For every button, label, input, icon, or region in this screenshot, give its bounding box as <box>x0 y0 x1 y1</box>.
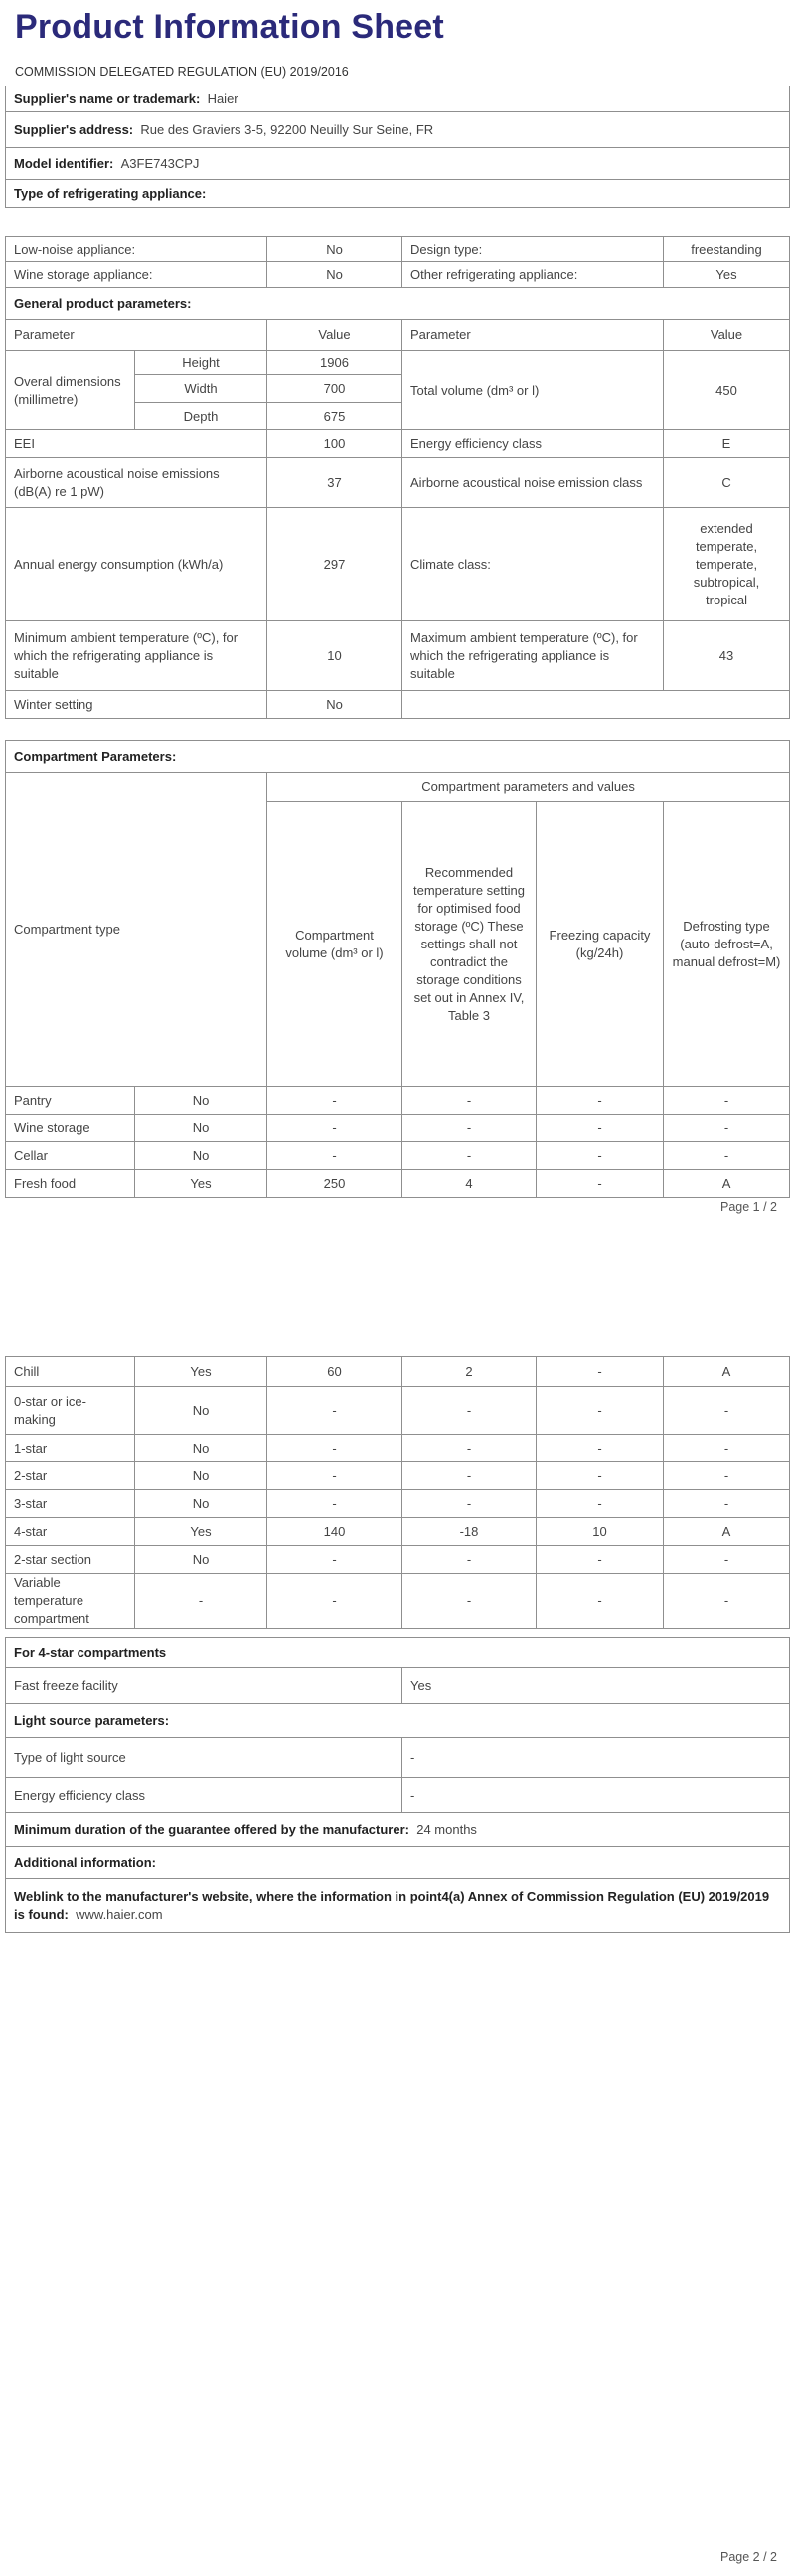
general-parameters-table <box>5 319 790 719</box>
dimensions-label: Overal dimensions (millimetre) <box>6 351 135 430</box>
compartment-defrost: - <box>664 1142 790 1170</box>
model-row <box>6 148 790 180</box>
compartment-heading-table <box>5 740 790 773</box>
compartment-row <box>6 1462 790 1490</box>
compartment-volume: - <box>267 1490 402 1518</box>
compartment-row <box>6 1490 790 1518</box>
min-temp-value: 10 <box>267 621 402 691</box>
compartment-present: Yes <box>135 1357 267 1387</box>
compartment-defrost: - <box>664 1490 790 1518</box>
appliance-type-table <box>5 236 790 288</box>
compartment-temp: - <box>402 1142 537 1170</box>
compartment-type-header: Compartment type <box>6 773 267 1087</box>
compartment-freezing: - <box>537 1170 664 1198</box>
max-temp-value: 43 <box>664 621 790 691</box>
additional-info-heading: Additional information: <box>6 1847 790 1879</box>
compartment-freezing: - <box>537 1574 664 1629</box>
four-star-table <box>5 1637 790 1933</box>
compartment-table-page-1 <box>5 772 790 1198</box>
compartment-volume: 140 <box>267 1518 402 1546</box>
compartment-name: 1-star <box>6 1435 135 1462</box>
light-type-value: - <box>402 1738 790 1778</box>
winter-setting-label: Winter setting <box>6 691 267 719</box>
compartment-temp: - <box>402 1115 537 1142</box>
page-number-1: Page 1 / 2 <box>720 1200 777 1214</box>
compartment-present: Yes <box>135 1518 267 1546</box>
other-appliance-label: Other refrigerating appliance: <box>402 262 664 288</box>
compartment-defrost: - <box>664 1387 790 1435</box>
compartment-group-header: Compartment parameters and values <box>267 773 790 802</box>
min-temp-label: Minimum ambient temperature (ºC), for which the refrigerating appliance is suitable <box>6 621 267 691</box>
address-row <box>6 112 790 148</box>
wine-storage-label: Wine storage appliance: <box>6 262 267 288</box>
low-noise-label: Low-noise appliance: <box>6 237 267 262</box>
compartment-freezing: - <box>537 1142 664 1170</box>
compartment-name: Wine storage <box>6 1115 135 1142</box>
compartment-present: No <box>135 1462 267 1490</box>
compartment-freezing: - <box>537 1087 664 1115</box>
compartment-present: - <box>135 1574 267 1629</box>
compartment-name: 4-star <box>6 1518 135 1546</box>
compartment-row <box>6 1357 790 1387</box>
compartment-temp: - <box>402 1574 537 1629</box>
compartment-volume: 250 <box>267 1170 402 1198</box>
eei-value: 100 <box>267 430 402 458</box>
compartment-defrost: A <box>664 1170 790 1198</box>
compartment-volume: - <box>267 1387 402 1435</box>
light-source-heading: Light source parameters: <box>6 1704 790 1738</box>
compartment-volume: - <box>267 1087 402 1115</box>
compartment-volume: - <box>267 1435 402 1462</box>
compartment-name: Chill <box>6 1357 135 1387</box>
compartment-volume: - <box>267 1142 402 1170</box>
fast-freeze-value: Yes <box>402 1668 790 1704</box>
guarantee-value: 24 months <box>416 1821 477 1837</box>
general-heading-table <box>5 287 790 320</box>
weblink-row <box>6 1879 790 1933</box>
model-label: Model identifier: <box>14 155 114 171</box>
compartment-temp: 2 <box>402 1357 537 1387</box>
compartment-present: No <box>135 1115 267 1142</box>
weblink-label: Weblink to the manufacturer's website, where the information in point4(a) Annex of Commission Regulation (EU) 2019/2019 is found: <box>14 1888 770 1922</box>
supplier-table <box>5 86 790 208</box>
compartment-freezing: - <box>537 1115 664 1142</box>
compartment-name: Pantry <box>6 1087 135 1115</box>
light-class-value: - <box>402 1778 790 1813</box>
compartment-freezing: 10 <box>537 1518 664 1546</box>
compartment-freezing: - <box>537 1490 664 1518</box>
compartment-defrost: - <box>664 1087 790 1115</box>
annual-consumption-value: 297 <box>267 508 402 621</box>
compartment-temp: 4 <box>402 1170 537 1198</box>
value-header-2: Value <box>664 320 790 351</box>
compartment-row <box>6 1435 790 1462</box>
winter-setting-value: No <box>267 691 402 719</box>
compartment-present: No <box>135 1142 267 1170</box>
compartment-rows-page-1 <box>6 1087 790 1198</box>
compartment-defrost: - <box>664 1574 790 1629</box>
compartment-name: 2-star <box>6 1462 135 1490</box>
compartment-name: Fresh food <box>6 1170 135 1198</box>
compartment-row <box>6 1387 790 1435</box>
compartment-volume: 60 <box>267 1357 402 1387</box>
compartment-present: No <box>135 1435 267 1462</box>
depth-label: Depth <box>135 403 267 430</box>
total-volume-label: Total volume (dm³ or l) <box>402 351 664 430</box>
compartment-present: No <box>135 1387 267 1435</box>
defrosting-type-header: Defrosting type (auto-defrost=A, manual defrost=M) <box>664 802 790 1087</box>
fast-freeze-label: Fast freeze facility <box>6 1668 402 1704</box>
compartment-temp: - <box>402 1490 537 1518</box>
height-label: Height <box>135 351 267 375</box>
wine-storage-value: No <box>267 262 402 288</box>
energy-class-value: E <box>664 430 790 458</box>
supplier-value: Haier <box>207 90 238 106</box>
four-star-heading: For 4-star compartments <box>6 1638 790 1668</box>
compartment-volume: - <box>267 1574 402 1629</box>
recommended-temp-header: Recommended temperature setting for optimised food storage (ºC) These settings shall not contradict the storage conditions set out in Annex IV, Table 3 <box>402 802 537 1087</box>
compartment-volume: - <box>267 1462 402 1490</box>
compartment-temp: - <box>402 1087 537 1115</box>
other-appliance-value: Yes <box>664 262 790 288</box>
noise-value: 37 <box>267 458 402 508</box>
type-heading: Type of refrigerating appliance: <box>6 180 790 208</box>
compartment-row <box>6 1170 790 1198</box>
compartment-name: 3-star <box>6 1490 135 1518</box>
compartment-heading: Compartment Parameters: <box>6 741 790 773</box>
compartment-present: No <box>135 1546 267 1574</box>
compartment-defrost: A <box>664 1518 790 1546</box>
param-header-2: Parameter <box>402 320 664 351</box>
compartment-freezing: - <box>537 1387 664 1435</box>
compartment-table-page-2 <box>5 1356 790 1629</box>
page-title: Product Information Sheet <box>15 8 444 46</box>
compartment-temp: - <box>402 1435 537 1462</box>
energy-class-label: Energy efficiency class <box>402 430 664 458</box>
compartment-volume: - <box>267 1115 402 1142</box>
total-volume-value: 450 <box>664 351 790 430</box>
low-noise-value: No <box>267 237 402 262</box>
compartment-freezing: - <box>537 1435 664 1462</box>
compartment-row <box>6 1574 790 1629</box>
compartment-row <box>6 1546 790 1574</box>
eei-label: EEI <box>6 430 267 458</box>
height-value: 1906 <box>267 351 402 375</box>
light-class-label: Energy efficiency class <box>6 1778 402 1813</box>
compartment-defrost: - <box>664 1115 790 1142</box>
compartment-name: Cellar <box>6 1142 135 1170</box>
guarantee-row <box>6 1813 790 1847</box>
compartment-name: Variable temperature compartment <box>6 1574 135 1629</box>
compartment-rows-page-2 <box>6 1357 790 1629</box>
climate-class-label: Climate class: <box>402 508 664 621</box>
compartment-freezing: - <box>537 1546 664 1574</box>
compartment-volume-header: Compartment volume (dm³ or l) <box>267 802 402 1087</box>
weblink-value: www.haier.com <box>76 1906 163 1922</box>
design-type-value: freestanding <box>664 237 790 262</box>
noise-class-label: Airborne acoustical noise emission class <box>402 458 664 508</box>
compartment-volume: - <box>267 1546 402 1574</box>
width-label: Width <box>135 375 267 403</box>
compartment-row <box>6 1087 790 1115</box>
climate-class-value: extended temperate, temperate, subtropical, tropical <box>664 508 790 621</box>
compartment-defrost: A <box>664 1357 790 1387</box>
compartment-freezing: - <box>537 1357 664 1387</box>
max-temp-label: Maximum ambient temperature (ºC), for which the refrigerating appliance is suitable <box>402 621 664 691</box>
light-type-label: Type of light source <box>6 1738 402 1778</box>
supplier-label: Supplier's name or trademark: <box>14 90 201 106</box>
regulation-reference: COMMISSION DELEGATED REGULATION (EU) 2019/2016 <box>15 65 349 79</box>
design-type-label: Design type: <box>402 237 664 262</box>
address-value: Rue des Graviers 3-5, 92200 Neuilly Sur Seine, FR <box>140 121 434 137</box>
value-header: Value <box>267 320 402 351</box>
compartment-freezing: - <box>537 1462 664 1490</box>
noise-class-value: C <box>664 458 790 508</box>
compartment-present: No <box>135 1490 267 1518</box>
param-header: Parameter <box>6 320 267 351</box>
compartment-temp: - <box>402 1387 537 1435</box>
general-heading: General product parameters: <box>6 288 790 320</box>
address-label: Supplier's address: <box>14 121 134 137</box>
compartment-temp: -18 <box>402 1518 537 1546</box>
depth-value: 675 <box>267 403 402 430</box>
compartment-row <box>6 1142 790 1170</box>
compartment-temp: - <box>402 1546 537 1574</box>
compartment-present: Yes <box>135 1170 267 1198</box>
compartment-row <box>6 1518 790 1546</box>
compartment-name: 0-star or ice-making <box>6 1387 135 1435</box>
width-value: 700 <box>267 375 402 403</box>
winter-empty-cell <box>402 691 790 719</box>
compartment-temp: - <box>402 1462 537 1490</box>
guarantee-label: Minimum duration of the guarantee offered by the manufacturer: <box>14 1821 409 1837</box>
annual-consumption-label: Annual energy consumption (kWh/a) <box>6 508 267 621</box>
noise-label: Airborne acoustical noise emissions (dB(A) re 1 pW) <box>6 458 267 508</box>
compartment-defrost: - <box>664 1546 790 1574</box>
freezing-capacity-header: Freezing capacity (kg/24h) <box>537 802 664 1087</box>
compartment-row <box>6 1115 790 1142</box>
compartment-present: No <box>135 1087 267 1115</box>
compartment-defrost: - <box>664 1462 790 1490</box>
model-value: A3FE743CPJ <box>120 155 200 171</box>
page-number-2: Page 2 / 2 <box>720 2550 777 2564</box>
page-2 <box>0 1292 795 2576</box>
compartment-defrost: - <box>664 1435 790 1462</box>
supplier-row <box>6 86 790 112</box>
compartment-name: 2-star section <box>6 1546 135 1574</box>
